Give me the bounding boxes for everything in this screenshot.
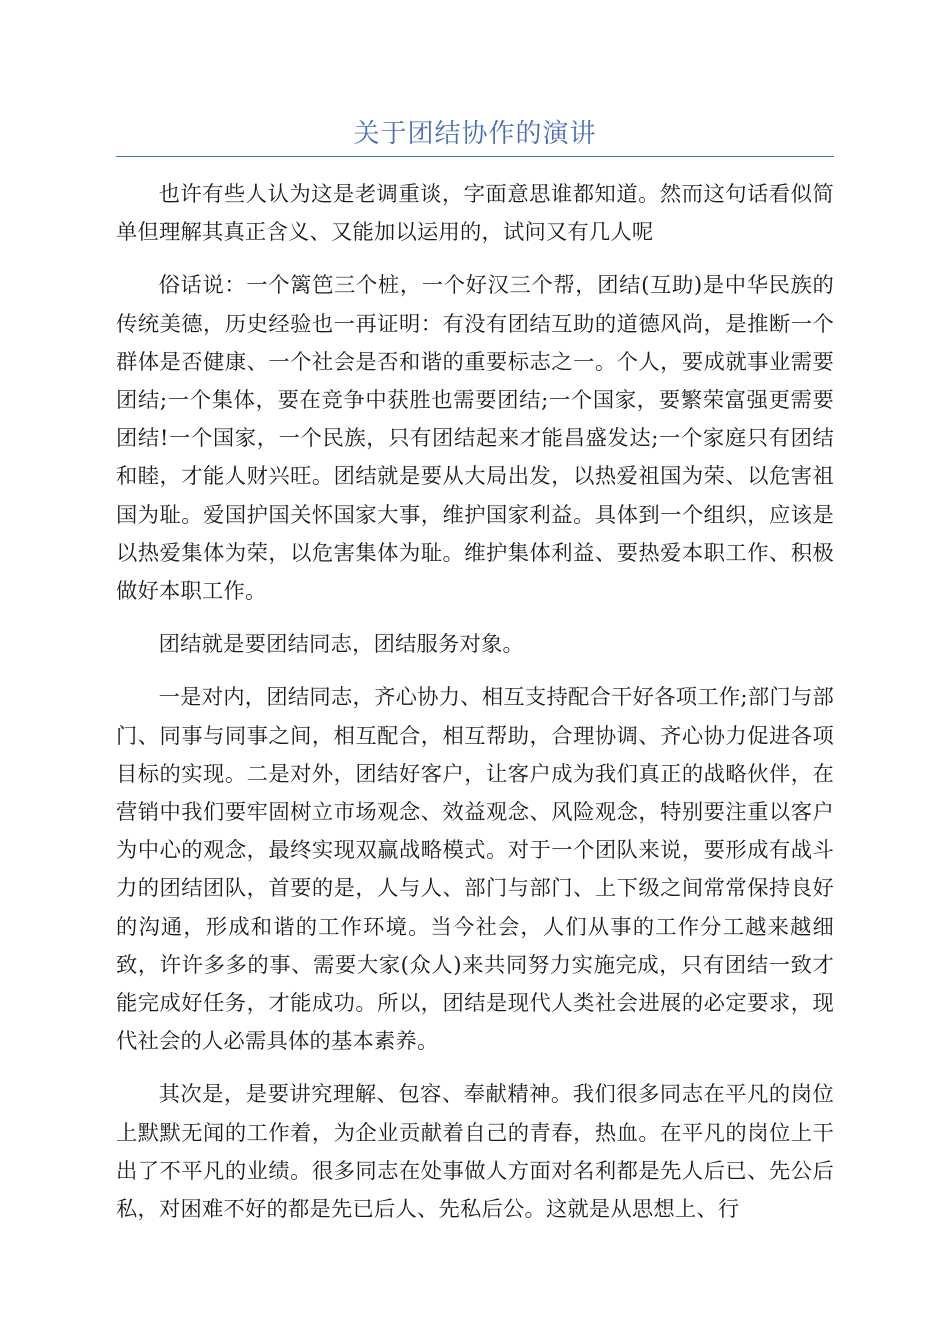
document-body — [116, 176, 834, 1244]
paragraph-5: 其次是，是要讲究理解、包容、奉献精神。我们很多同志在平凡的岗位上默默无闻的工作着，为企业贡献着自己的青春，热血。在平凡的岗位上干出了不平凡的业绩。很多同志在处事做人方面对名利都是先人后已、先公后私，对困难不好的都是先已后人、先私后公。这就是从思想上、行 — [116, 1082, 834, 1223]
paragraph-1: 也许有些人认为这是老调重谈，字面意思谁都知道。然而这句话看似简单但理解其真正含义、又能加以运用的，试问又有几人呢 — [116, 182, 834, 246]
paragraph-2: 俗话说：一个篱笆三个桩，一个好汉三个帮，团结(互助)是中华民族的传统美德，历史经验也一再证明：有没有团结互助的道德风尚，是推断一个群体是否健康、一个社会是否和谐的重要标志之一。个人，要成就事业需要团结;一个集体，要在竞争中获胜也需要团结;一个国家，要繁荣富强更需要团结!一个国家，一个民族，只有团结起来才能昌盛发达;一个家庭只有团结和睦，才能人财兴旺。团结就是要从大局出发，以热爱祖国为荣、以危害祖国为耻。爱国护国关怀国家大事，维护国家利益。具体到一个组织，应该是以热爱集体为荣，以危害集体为耻。维护集体利益、要热爱本职工作、积极做好本职工作。 — [116, 273, 834, 605]
paragraph-3: 团结就是要团结同志，团结服务对象。 — [158, 632, 525, 658]
paragraph-4: 一是对内，团结同志，齐心协力、相互支持配合干好各项工作;部门与部门、同事与同事之间，相互配合，相互帮助，合理协调、齐心协力促进各项目标的实现。二是对外，团结好客户，让客户成为我们真正的战略伙伴，在营销中我们要牢固树立市场观念、效益观念、风险观念，特别要注重以客户为中心的观念，最终实现双赢战略模式。对于一个团队来说，要形成有战斗力的团结团队，首要的是，人与人、部门与部门、上下级之间常常保持良好的沟通，形成和谐的工作环境。当今社会，人们从事的工作分工越来越细致，许许多多的事、需要大家(众人)来共同努力实施完成，只有团结一致才能完成好任务，才能成功。所以，团结是现代人类社会进展的必定要求，现代社会的人必需具体的基本素养。 — [116, 685, 834, 1055]
document-title: 关于团结协作的演讲 — [353, 119, 597, 149]
title-block — [116, 114, 834, 157]
